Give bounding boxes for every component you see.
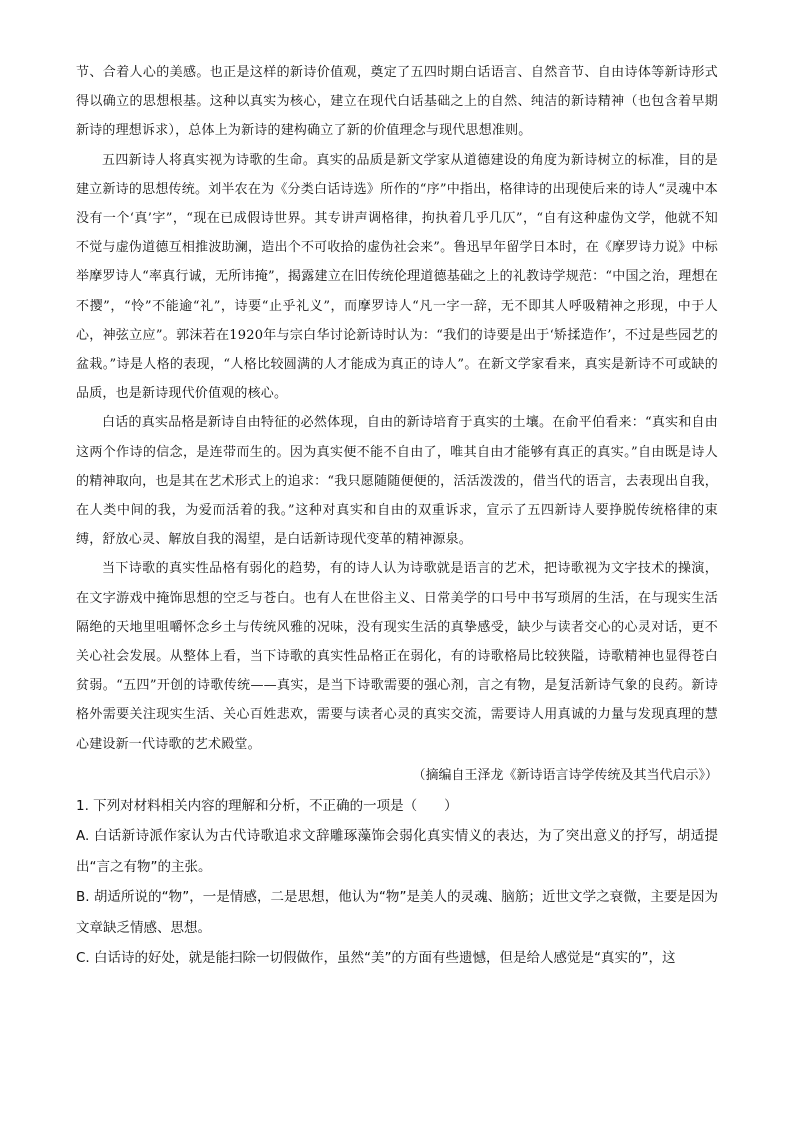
article-source: （摘编自王泽龙《新诗语言诗学传统及其当代启示》） [412, 767, 718, 783]
article-paragraph: 五四新诗人将真实视为诗歌的生命。真实的品质是新文学家从道德建设的角度为新诗树立的标准，目的是建立新诗的思想传统。刘半农在为《分类白话诗选》所作的“序”中指出，格律诗的出现使后来的诗人“灵魂中本没有一个‘真’字”，“现在已成假诗世界。其专讲声调格律，拘执着几乎几仄”，“自有这种虚伪文学，他就不知不觉与虚伪道德互相推波助澜，造出个不可收拾的虚伪社会来”。鲁迅早年留学日本时，在《摩罗诗力说》中标举摩罗诗人“率真行诚，无所讳掩”，揭露建立在旧传统伦理道德基础之上的礼教诗学规范：“中国之治，理想在不撄”，“怜”不能逾“礼”，诗要“止乎礼义”，而摩罗诗人“凡一字一辞，无不即其人呼吸精神之形现，中于人心，神弦立应”。郭沫若在1920年与宗白华讨论新诗时认为：“我们的诗要是出于‘矫揉造作’，不过是些园艺的盆栽。”诗是人格的表现，“人格比较圆满的人才能成为真正的诗人”。在新文学家看来，真实是新诗不可或缺的品质，也是新诗现代价值观的核心。 [76, 152, 718, 402]
question-block [76, 791, 718, 974]
article-paragraph: 当下诗歌的真实性品格有弱化的趋势，有的诗人认为诗歌就是语言的艺术，把诗歌视为文字技术的操演，在文字游戏中掩饰思想的空乏与苍白。也有人在世俗主义、日常美学的口号中书写琐屑的生活，在与现实生活隔绝的天地里咀嚼怀念乡土与传统风雅的况味，没有现实生活的真挚感受，缺少与读者交心的心灵对话，更不关心社会发展。从整体上看，当下诗歌的真实性品格正在弱化，有的诗歌格局比较狭隘，诗歌精神也显得苍白贫弱。“五四”开创的诗歌传统——真实，是当下诗歌需要的强心剂，言之有物，是复活新诗气象的良药。新诗格外需要关注现实生活、关心百姓悲欢，需要与读者心灵的真实交流，需要诗人用真诚的力量与发现真理的慧心建设新一代诗歌的艺术殿堂。 [76, 561, 718, 752]
question-option: B. 胡适所说的“物”，一是情感，二是思想，他认为“物”是美人的灵魂、脑筋；近世文学之衰微，主要是因为文章缺乏情感、思想。 [76, 889, 718, 936]
article-paragraph: 节、合着人心的美感。也正是这样的新诗价值观，奠定了五四时期白话语言、自然音节、自由诗体等新诗形式得以确立的思想根基。这种以真实为核心，建立在现代白话基础之上的自然、纯洁的新诗精神（也包含着早期新诗的理想诉求），总体上为新诗的建构确立了新的价值理念与现代思想准则。 [76, 65, 718, 139]
question-option: C. 白话诗的好处，就是能扫除一切假做作，虽然“美”的方面有些遗憾，但是给人感觉是“真实的”，这 [76, 950, 676, 967]
question-stem: 1. 下列对材料相关内容的理解和分析，不正确的一项是（ ） [76, 797, 458, 814]
question-option: A. 白话新诗派作家认为古代诗歌追求文辞雕琢藻饰会弱化真实情义的表达，为了突出意义的抒写，胡适提出“言之有物”的主张。 [76, 828, 718, 875]
article-paragraph: 白话的真实品格是新诗自由特征的必然体现，自由的新诗培育于真实的土壤。在俞平伯看来：“真实和自由这两个作诗的信念，是连带而生的。因为真实便不能不自由了，唯其自由才能够有真正的真实。”自由既是诗人的精神取向，也是其在艺术形式上的追求：“我只愿随随便便的，活活泼泼的，借当代的语言，去表现出自我，在人类中间的我，为爱而活着的我。”这种对真实和自由的双重诉求，宣示了五四新诗人要挣脱传统格律的束缚，舒放心灵、解放自我的渴望，是白话新诗现代变革的精神源泉。 [76, 415, 718, 548]
article-body [76, 58, 718, 759]
